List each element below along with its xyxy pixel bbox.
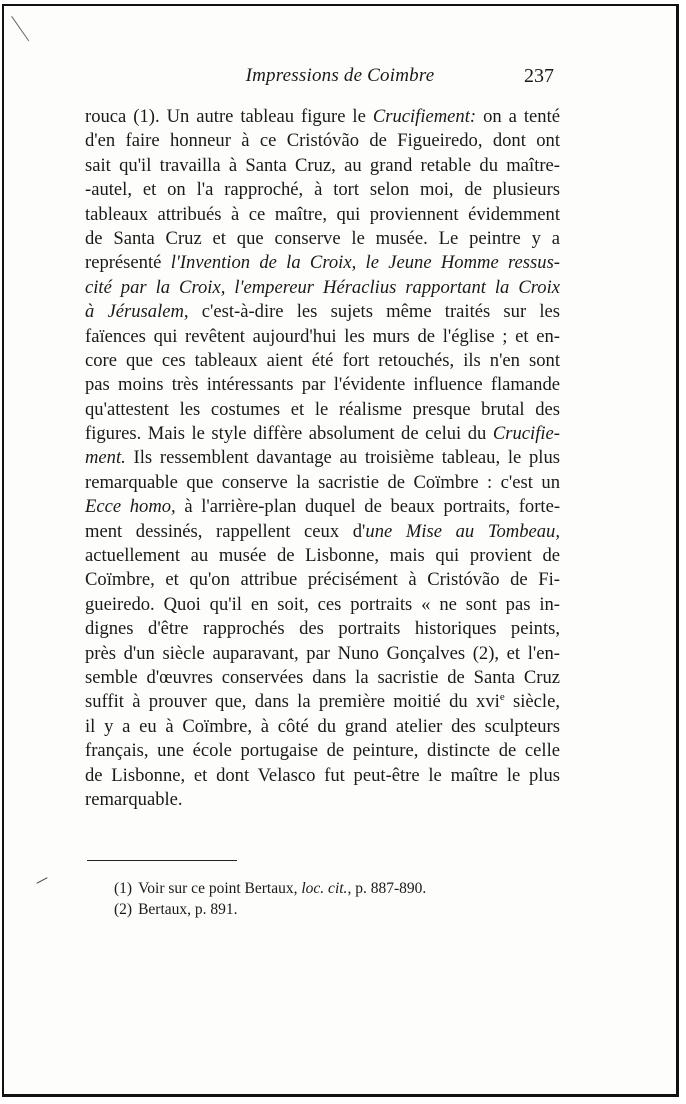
text-run: semble d'œuvres conservées dans la sacristie de Santa Cruz — [85, 666, 560, 688]
text-run: Voir sur ce point Bertaux, — [138, 880, 302, 897]
text-run: ment dessinés, rappellent ceux d' — [85, 520, 366, 542]
text-run: Ils ressemblent davantage au troisième tableau, le plus — [125, 447, 560, 469]
text-line — [85, 105, 560, 129]
italic-text: une Mise au Tombeau, — [365, 520, 560, 542]
text-line — [85, 129, 560, 153]
text-line — [85, 568, 560, 592]
text-run: siècle, — [504, 691, 560, 713]
margin-mark — [36, 877, 47, 884]
text-run: suffit à prouver que, dans la première moitié du xvi — [85, 691, 500, 713]
text-line — [85, 203, 560, 227]
text-line — [85, 251, 560, 275]
italic-text: loc. cit. — [301, 880, 348, 897]
text-run: de Santa Cruz et que conserve le musée. Le peintre y a — [85, 227, 560, 249]
italic-text: Crucifiement: — [372, 106, 477, 127]
text-line — [85, 764, 560, 788]
text-line — [85, 739, 560, 763]
superscript-text: e — [499, 691, 505, 704]
italic-text: Ecce homo, — [85, 496, 176, 518]
text-line — [85, 227, 560, 251]
text-line — [85, 520, 560, 544]
text-run: actuellement au musée de Lisbonne, mais qui provient de — [85, 545, 560, 567]
text-line — [85, 617, 560, 641]
text-line — [85, 178, 560, 202]
footnote-number: (2) — [114, 901, 133, 918]
text-run: figures. Mais le style diffère absolument de celui du — [85, 423, 493, 445]
text-run: on a tenté — [476, 106, 560, 127]
text-run: de Lisbonne, et dont Velasco fut peut-être le maître le plus — [85, 764, 560, 786]
text-line — [85, 495, 560, 519]
text-run: gueiredo. Quoi qu'il en soit, ces portraits « ne sont pas in- — [85, 593, 560, 615]
text-line — [85, 690, 560, 714]
text-line — [85, 715, 560, 739]
text-run: , p. 887-890. — [347, 880, 427, 897]
footnote-separator — [87, 860, 237, 861]
text-run: à l'arrière-plan duquel de beaux portraits, forte- — [175, 496, 561, 518]
text-line — [85, 398, 560, 422]
text-run: rouca (1). Un autre tableau figure le — [85, 106, 373, 127]
text-run: dignes d'être rapprochés des portraits historiques peints, — [85, 618, 560, 640]
page-number: 237 — [524, 65, 554, 87]
text-run: tableaux attribués à ce maître, qui proviennent évidemment — [85, 203, 560, 225]
text-run: -autel, et on l'a rapproché, à tort selon moi, de plusieurs — [85, 179, 560, 201]
running-title: Impressions de Coimbre — [245, 65, 435, 86]
book-page — [2, 4, 679, 1097]
text-run: c'est-à-dire les sujets même traités sur les — [188, 301, 560, 323]
italic-text: ment. — [85, 447, 126, 469]
text-line — [85, 446, 560, 470]
text-line — [85, 666, 560, 690]
text-line — [85, 276, 560, 300]
text-run: core que ces tableaux aient été fort retouchés, ils n'en sont — [85, 349, 560, 371]
text-line — [85, 544, 560, 568]
italic-text: Crucifie- — [492, 423, 560, 445]
text-run: remarquable. — [85, 788, 183, 810]
footnotes — [114, 878, 426, 920]
text-line — [85, 788, 560, 812]
footnote — [114, 878, 426, 899]
text-run: sait qu'il travailla à Santa Cruz, au grand retable du maître- — [85, 154, 560, 176]
text-run: remarquable que conserve la sacristie de Coïmbre : c'est un — [85, 471, 560, 493]
italic-text: à Jérusalem, — [85, 301, 189, 323]
text-run: près d'un siècle auparavant, par Nuno Gonçalves (2), et l'en- — [85, 642, 560, 664]
text-line — [85, 349, 560, 373]
body-paragraph — [85, 105, 560, 812]
running-header — [4, 65, 676, 95]
footnote — [114, 899, 426, 920]
text-line — [85, 154, 560, 178]
text-run: qu'attestent les costumes et le réalisme presque brutal des — [85, 398, 560, 420]
text-line — [85, 373, 560, 397]
page-scratch-mark — [11, 16, 29, 41]
text-run: il y a eu à Coïmbre, à côté du grand atelier des sculpteurs — [85, 715, 560, 737]
text-line — [85, 422, 560, 446]
text-line — [85, 300, 560, 324]
text-run: représenté — [85, 252, 171, 274]
text-run: français, une école portugaise de peinture, distincte de celle — [85, 740, 560, 762]
text-run: d'en faire honneur à ce Cristóvão de Figueiredo, dont ont — [85, 130, 560, 152]
italic-text: l'Invention de la Croix, le Jeune Homme ressus- — [170, 252, 560, 274]
text-run: faïences qui revêtent aujourd'hui les murs de l'église ; et en- — [85, 325, 560, 347]
text-run: Bertaux, p. 891. — [138, 901, 238, 918]
text-line — [85, 593, 560, 617]
footnote-number: (1) — [114, 880, 133, 897]
text-line — [85, 471, 560, 495]
text-run: pas moins très intéressants par l'évidente influence flamande — [85, 374, 560, 396]
text-line — [85, 642, 560, 666]
text-run: Coïmbre, et qu'on attribue précisément à Cristóvão de Fi- — [85, 569, 560, 591]
italic-text: cité par la Croix, l'empereur Héraclius rapportant la Croix — [85, 276, 560, 298]
text-line — [85, 325, 560, 349]
